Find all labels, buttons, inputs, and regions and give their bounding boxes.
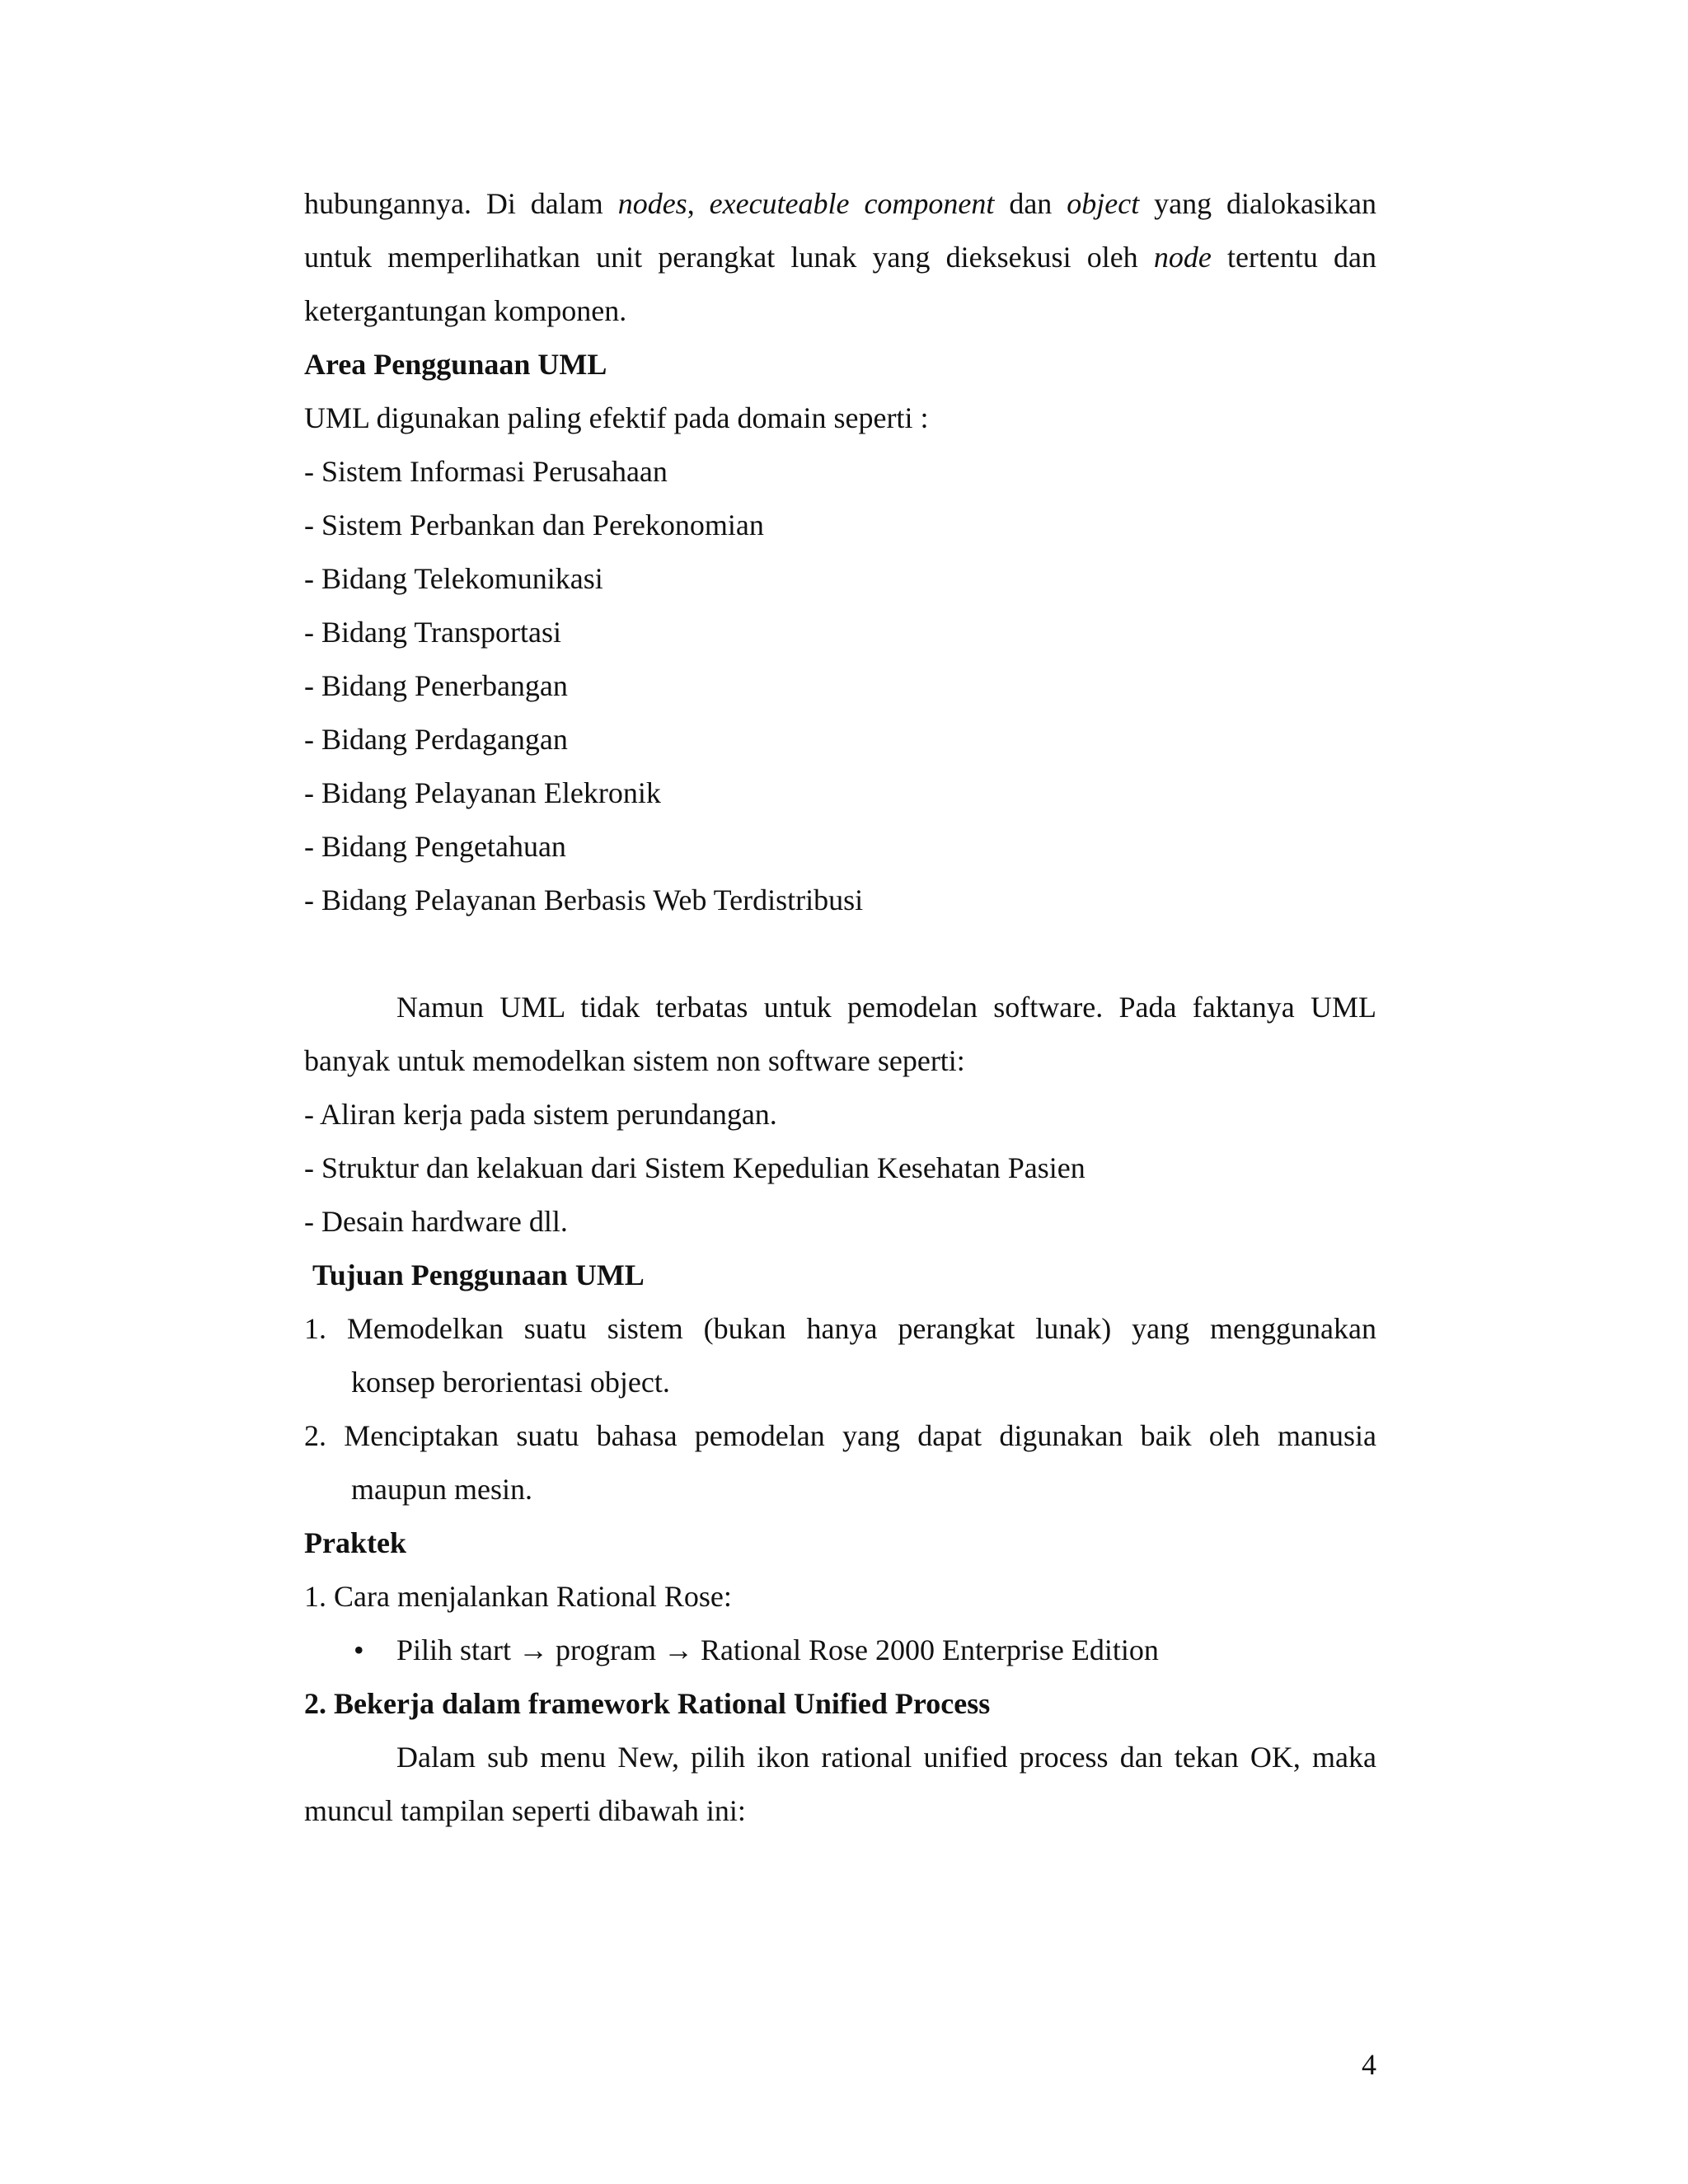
tujuan-item-1-line-2: konsep berorientasi object.	[351, 1366, 670, 1399]
list-item: - Bidang Telekomunikasi	[304, 562, 603, 595]
list-item: - Bidang Transportasi	[304, 616, 562, 649]
list-item: - Bidang Pelayanan Elekronik	[304, 776, 661, 809]
praktek-bullet-item	[304, 1624, 1376, 1677]
area-intro: UML digunakan paling efektif pada domain seperti :	[304, 401, 929, 434]
list-item: - Sistem Informasi Perusahaan	[304, 455, 668, 488]
tujuan-item-2-line-1: 2. Menciptakan suatu bahasa pemodelan yang dapat digunakan baik oleh manusia	[304, 1419, 1376, 1452]
intro-line-3: ketergantungan komponen.	[304, 294, 627, 327]
text-run: Rational Rose 2000 Enterprise Edition	[692, 1633, 1159, 1666]
list-item: - Bidang Pengetahuan	[304, 830, 566, 863]
italic-term-node: node	[1153, 241, 1212, 274]
heading-praktek: Praktek	[304, 1526, 406, 1559]
text-run: yang dialokasikan	[1139, 187, 1377, 220]
text-run: untuk memperlihatkan unit perangkat lunak yang dieksekusi oleh	[304, 241, 1154, 274]
list-item: - Desain hardware dll.	[304, 1205, 568, 1238]
paragraph-gap	[304, 927, 1376, 981]
italic-term-nodes: nodes	[617, 187, 687, 220]
heading-tujuan-penggunaan: Tujuan Penggunaan UML	[312, 1258, 645, 1291]
praktek-step-2-line-1: Dalam sub menu New, pilih ikon rational unified process dan tekan OK, maka	[396, 1741, 1376, 1774]
arrow-right-icon: →	[518, 1633, 549, 1666]
tujuan-item-1-line-1: 1. Memodelkan suatu sistem (bukan hanya perangkat lunak) yang menggunakan	[304, 1312, 1376, 1345]
intro-line-1	[304, 177, 1376, 231]
intro-line-2	[304, 231, 1376, 284]
text-run: program	[548, 1633, 663, 1666]
nonsoftware-line-1: Namun UML tidak terbatas untuk pemodelan software. Pada faktanya UML	[396, 991, 1376, 1024]
bullet-icon: •	[354, 1633, 364, 1666]
document-page	[304, 177, 1376, 1838]
text-run: ,	[687, 187, 710, 220]
arrow-right-icon: →	[663, 1633, 693, 1666]
praktek-step-2-line-2: muncul tampilan seperti dibawah ini:	[304, 1794, 746, 1827]
text-run: dan	[994, 187, 1067, 220]
page-number: 4	[1362, 2048, 1376, 2081]
list-item: - Aliran kerja pada sistem perundangan.	[304, 1098, 777, 1131]
italic-term-executeable-component: executeable component	[709, 187, 995, 220]
tujuan-item-2-line-2: maupun mesin.	[351, 1473, 532, 1506]
text-run: hubungannya. Di dalam	[304, 187, 618, 220]
heading-area-penggunaan: Area Penggunaan UML	[304, 348, 607, 381]
list-item: - Sistem Perbankan dan Perekonomian	[304, 509, 764, 541]
list-item: - Bidang Perdagangan	[304, 723, 568, 756]
list-item: - Struktur dan kelakuan dari Sistem Kepedulian Kesehatan Pasien	[304, 1151, 1085, 1184]
heading-praktek-step-2: 2. Bekerja dalam framework Rational Unified Process	[304, 1687, 991, 1720]
italic-term-object: object	[1067, 187, 1140, 220]
praktek-step-1: 1. Cara menjalankan Rational Rose:	[304, 1580, 732, 1613]
nonsoftware-line-2: banyak untuk memodelkan sistem non software seperti:	[304, 1044, 965, 1077]
list-item: - Bidang Penerbangan	[304, 669, 568, 702]
text-run: tertentu dan	[1211, 241, 1377, 274]
text-run: Pilih start	[396, 1633, 519, 1666]
list-item: - Bidang Pelayanan Berbasis Web Terdistribusi	[304, 883, 864, 916]
